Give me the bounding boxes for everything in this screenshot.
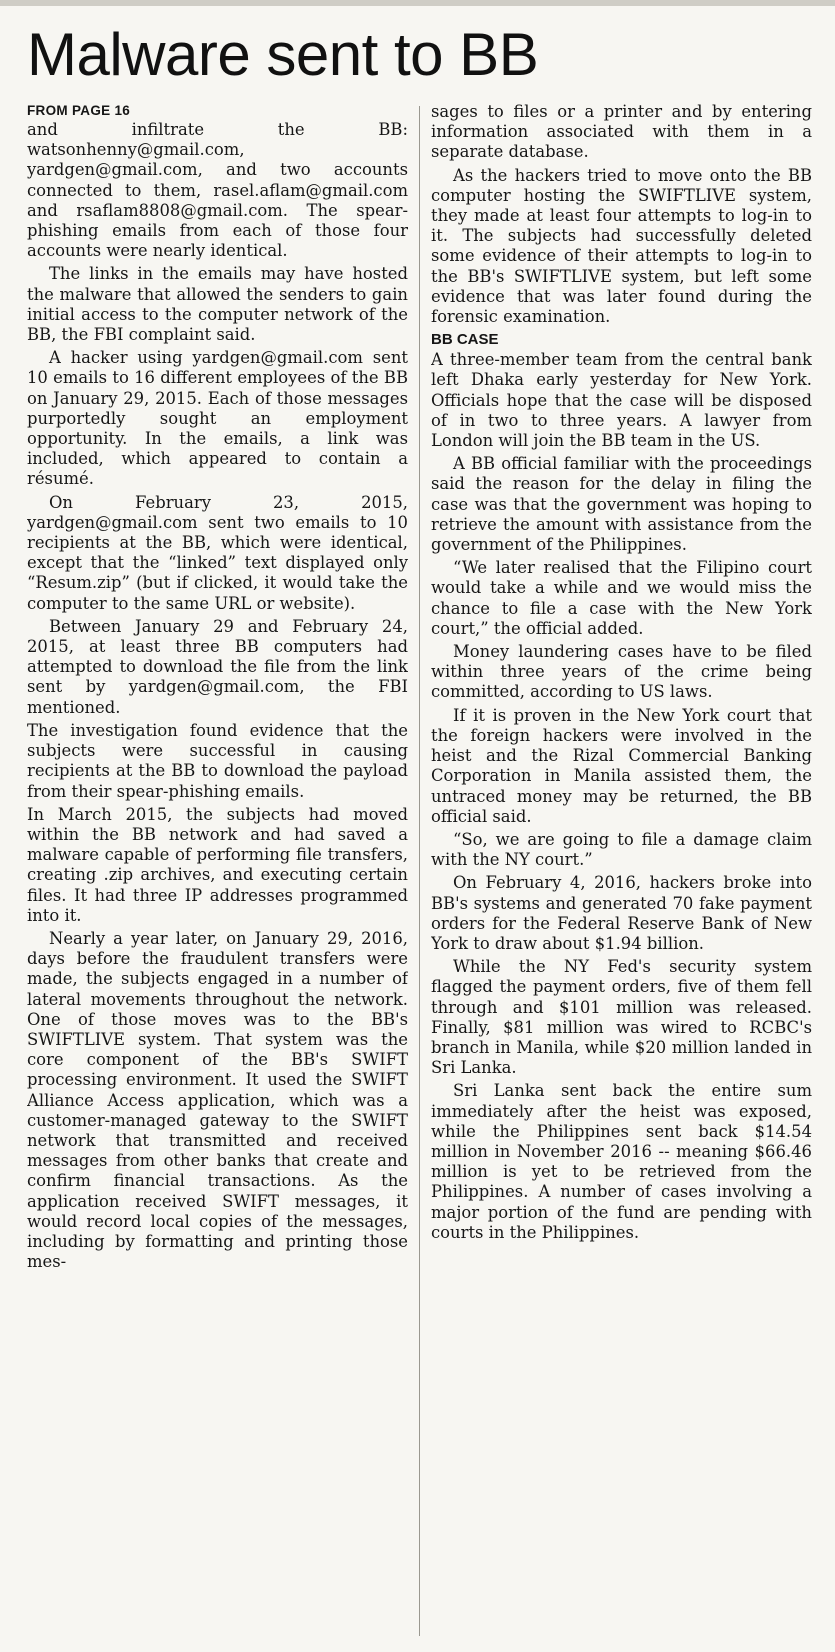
paragraph: sages to files or a printer and by entering information associated with them in a separate database. <box>431 102 812 162</box>
paragraph: On February 4, 2016, hackers broke into BB's systems and generated 70 fake payment orders for the Federal Reserve Bank of New York to draw about $1.94 billion. <box>431 873 812 953</box>
top-edge-rule <box>0 0 835 6</box>
paragraph: Between January 29 and February 24, 2015, at least three BB computers had attempted to download the file from the link sent by yardgen@gmail.com, the FBI mentioned. <box>27 616 408 717</box>
section-subhead: BB CASE <box>431 331 499 349</box>
paragraph: The investigation found evidence that the subjects were successful in causing recipients at the BB to download the payload from their spear-phishing emails. <box>27 720 408 801</box>
paragraph: Money laundering cases have to be filed within three years of the crime being committed, according to US laws. <box>431 642 812 702</box>
paragraph: Sri Lanka sent back the entire sum immediately after the heist was exposed, while the Philippines sent back $14.54 million in November 2016 -- meaning $66.46 million is yet to be retrieved from the Philippines. A number of cases involving a major portion of the fund are pending with courts in the Philippines. <box>431 1081 812 1242</box>
paragraph: If it is proven in the New York court that the foreign hackers were involved in the heist and the Rizal Commercial Banking Corporation in Manila assisted them, the untraced money may be returned, the BB official said. <box>431 705 812 826</box>
paragraph: Nearly a year later, on January 29, 2016, days before the fraudulent transfers were made, the subjects engaged in a number of lateral movements throughout the network. One of those moves was to the BB's SWIFTLIVE system. That system was the core component of the BB's SWIFT processing environment. It used the SWIFT Alliance Access application, which was a customer-managed gateway to the SWIFT network that transmitted and received messages from other banks that create and confirm financial transactions. As the application received SWIFT messages, it would record local copies of the messages, including by formatting and printing those mes- <box>27 928 408 1272</box>
paragraph: On February 23, 2015, yardgen@gmail.com sent two emails to 10 recipients at the BB, which were identical, except that the “linked” text displayed only “Resum.zip” (but if clicked, it would take the computer to the same URL or website). <box>27 492 408 613</box>
paragraph: A hacker using yardgen@gmail.com sent 10 emails to 16 different employees of the BB on January 29, 2015. Each of those messages purportedly sought an employment opportunity. In the emails, a link was included, which appeared to contain a résumé. <box>27 348 408 489</box>
right-column <box>431 102 812 1642</box>
article-columns <box>27 102 817 1642</box>
paragraph: The links in the emails may have hosted the malware that allowed the senders to gain initial access to the computer network of the BB, the FBI complaint said. <box>27 264 408 345</box>
paragraph: In March 2015, the subjects had moved within the BB network and had saved a malware capable of performing file transfers, creating .zip archives, and executing certain files. It had three IP addresses programmed into it. <box>27 804 408 925</box>
paragraph: As the hackers tried to move onto the BB computer hosting the SWIFTLIVE system, they made at least four attempts to log-in to it. The subjects had successfully deleted some evidence of their attempts to log-in to the BB's SWIFTLIVE system, but left some evidence that was later found during the forensic examination. <box>431 165 812 327</box>
column-divider <box>419 106 420 1636</box>
continued-from-label: FROM PAGE 16 <box>27 103 131 118</box>
article-page <box>27 22 817 1642</box>
paragraph: and infiltrate the BB: watsonhenny@gmail.com, yardgen@gmail.com, and two accounts connected to them, rasel.aflam@gmail.com and rsaflam8808@gmail.com. The spear-phishing emails from each of those four accounts were nearly identical. <box>27 120 408 261</box>
paragraph: A BB official familiar with the proceedings said the reason for the delay in filing the case was that the government was hoping to retrieve the amount with assistance from the government of the Philippines. <box>431 454 812 555</box>
headline: Malware sent to BB <box>27 21 539 88</box>
paragraph: A three-member team from the central bank left Dhaka early yesterday for New York. Officials hope that the case will be disposed of in two to three years. A lawyer from London will join the BB team in the US. <box>431 350 812 451</box>
paragraph: “We later realised that the Filipino court would take a while and we would miss the chance to file a case with the New York court,” the official added. <box>431 558 812 638</box>
paragraph: “So, we are going to file a damage claim with the NY court.” <box>431 829 812 870</box>
paragraph: While the NY Fed's security system flagged the payment orders, five of them fell through and $101 million was released. Finally, $81 million was wired to RCBC's branch in Manila, while $20 million landed in Sri Lanka. <box>431 957 812 1078</box>
left-column <box>27 102 408 1642</box>
